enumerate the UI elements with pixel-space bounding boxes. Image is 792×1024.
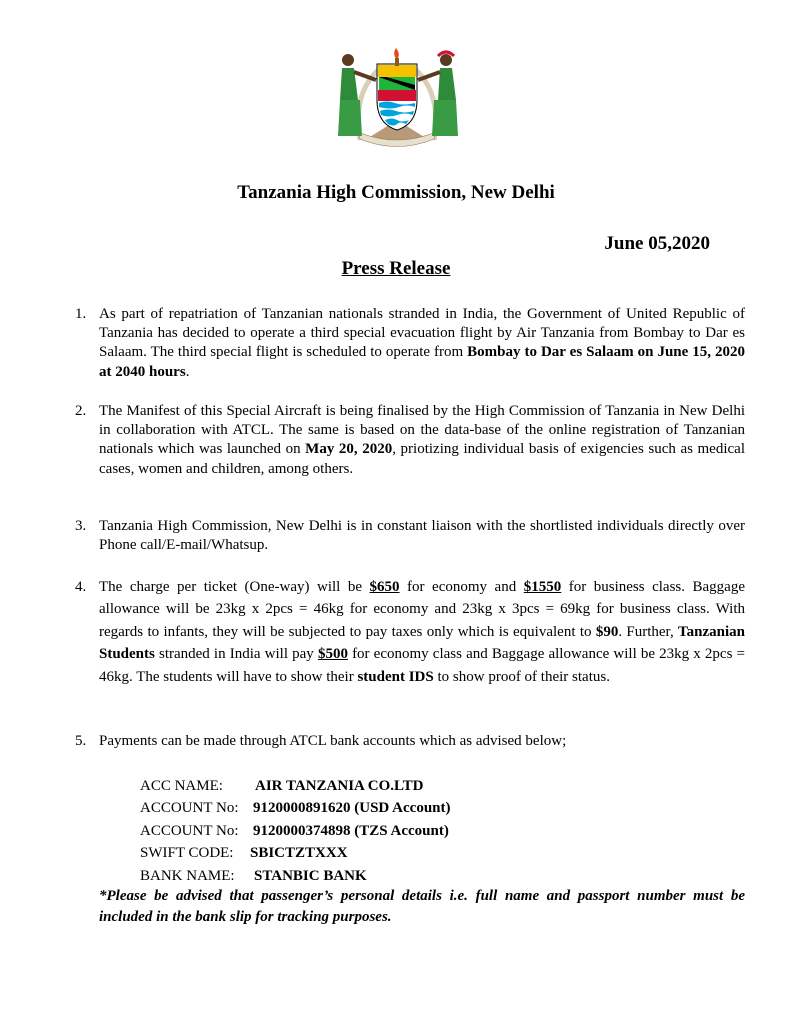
organization-title: Tanzania High Commission, New Delhi [237, 182, 555, 203]
item-text: As part of repatriation of Tanzanian nationals stranded in India, the Government of United Republic of Tanzania has decided to operate a third special evacuation flight by Air Tanzania from Bombay to Dar es Salaam. The third special flight is scheduled to operate from Bombay to Dar es Salaam on June 15, 2020 at 2040 hours. [99, 306, 745, 380]
swift-row [140, 842, 451, 864]
swift-label: SWIFT CODE: [140, 845, 234, 862]
bank-name-label: BANK NAME: [140, 867, 235, 884]
item-number: 5. [75, 733, 87, 749]
item-number: 3. [75, 518, 87, 534]
acc-name-value: AIR TANZANIA CO.LTD [255, 778, 424, 794]
bank-name-row [140, 865, 451, 887]
item-number: 4. [75, 579, 87, 595]
swift-value: SBICTZTXXX [250, 845, 348, 862]
bank-details [140, 775, 451, 887]
item-number: 1. [75, 306, 87, 322]
acc-name-label: ACC NAME: [140, 778, 223, 794]
tzs-account-row [140, 820, 451, 842]
item-number: 2. [75, 403, 87, 419]
usd-account-label: ACCOUNT No: [140, 800, 239, 817]
acc-name-row [140, 775, 451, 797]
usd-account-row [140, 797, 451, 819]
item-text: Tanzania High Commission, New Delhi is in constant liaison with the shortlisted individuals directly over Phone call/E-mail/Whatsup. [99, 518, 745, 554]
tzs-account-value: 9120000374898 (TZS Account) [253, 822, 449, 839]
item-text: Payments can be made through ATCL bank accounts which as advised below; [99, 733, 567, 749]
list-item-4 [75, 576, 746, 688]
release-date: June 05,2020 [604, 233, 710, 254]
tzs-account-label: ACCOUNT No: [140, 822, 239, 839]
list-item-1 [75, 305, 745, 382]
bank-name-value: STANBIC BANK [254, 867, 367, 884]
document-title: Press Release [341, 258, 451, 279]
advisory-note: *Please be advised that passenger’s personal details i.e. full name and passport number must be included in the bank slip for tracking purposes. [99, 888, 745, 925]
item-text: The charge per ticket (One-way) will be $650 for economy and $1550 for business class. Baggage allowance will be 23kg x 2pcs = 46kg for economy and 23kg x 3pcs = 69kg for business class. With regards to infants, they will be subjected to pay taxes only which is equivalent to $90. Further, Tanzanian Students stranded in India will pay $500 for economy class and Baggage allowance will be 23kg x 2pcs = 46kg. The students will have to show their student IDS to show proof of their status. [99, 579, 746, 685]
list-item-2 [75, 402, 745, 479]
list-item-5 [75, 732, 745, 751]
coat-of-arms-emblem [330, 40, 464, 150]
usd-account-value: 9120000891620 (USD Account) [253, 800, 451, 817]
item-text: The Manifest of this Special Aircraft is being finalised by the High Commission of Tanzania in New Delhi in collaboration with ATCL. The same is based on the data-base of the online registration of Tanzanian nationals which was launched on May 20, 2020, priotizing individual basis of exigencies such as medical cases, women and children, among others. [99, 403, 745, 477]
list-item-3 [75, 517, 745, 555]
